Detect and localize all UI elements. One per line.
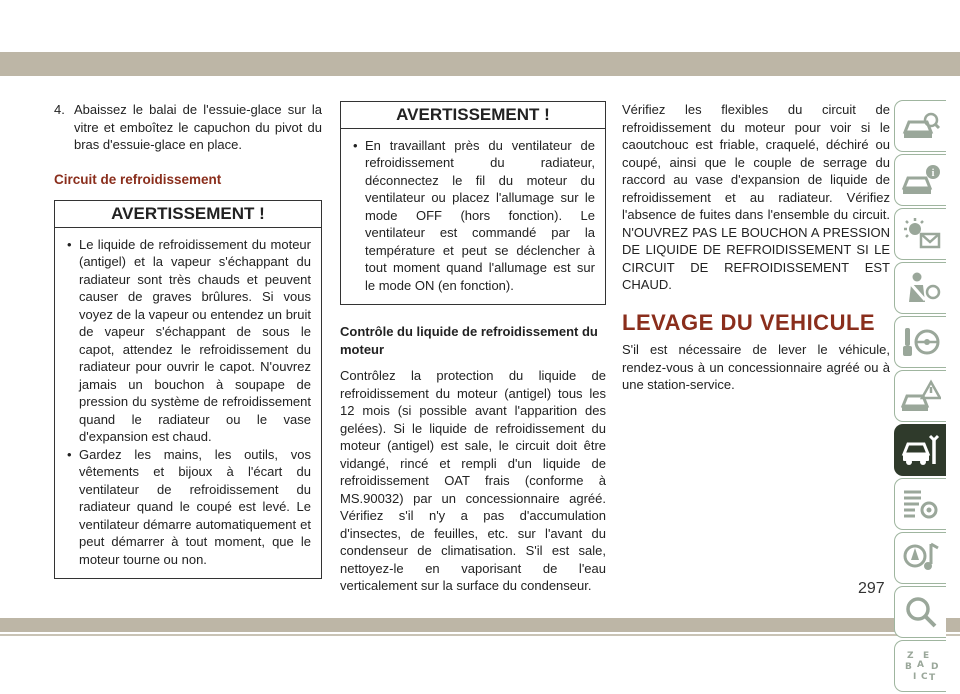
column-3 [622, 101, 890, 394]
svg-text:i: i [931, 168, 934, 179]
search-icon[interactable] [894, 586, 946, 638]
warning-item: • En travaillant près du ventilateur de refroidissement du radiateur, déconnectez le fil du moteur du ventilateur ou placez l'allumage sur le mode OFF (hors fonction). Le ventilateur est commandé par la température et peut se déclencher à tout moment quand l'allumage est sur le mode ON (en fonction). [353, 137, 595, 295]
lifting-title: LEVAGE DU VEHICULE [622, 309, 876, 335]
column-2 [340, 101, 606, 595]
warning-lights-icon[interactable] [894, 208, 946, 260]
car-search-icon[interactable] [894, 100, 946, 152]
step-4 [54, 101, 322, 154]
step-number: 4. [54, 102, 65, 117]
warning-box-2 [340, 101, 606, 305]
index-az-icon[interactable] [894, 640, 946, 692]
hoses-paragraph: Vérifiez les flexibles du circuit de refroidissement du moteur pour voir si le caoutchouc est friable, craquelé, déchiré ou coupé, ainsi que le couple de serrage du raccord au vase d'expansion de liquide de refroidissement et au radiateur. Vérifiez l'absence de fuites dans l'ensemble du circuit. N'OUVREZ PAS LE BOUCHON A PRESSION DE LIQUIDE DE REFROIDISSEMENT SI LE CIRCUIT DE REFROIDISSEMENT EST CHAUD. [622, 102, 890, 292]
warning-item: • Gardez les mains, les outils, vos vêtements et bijoux à l'écart du ventilateur de refroidissement du radiateur quand le coupé est levé. Le ventilateur démarre automatiquement et peut démarrer à tout moment, que le moteur tourne ou non. [67, 446, 311, 569]
music-nav-icon[interactable] [894, 532, 946, 584]
coolant-check-heading: Contrôle du liquide de refroidissement du moteur [340, 324, 598, 357]
bottom-band [0, 618, 960, 632]
svg-text:C: C [920, 672, 928, 682]
top-band [0, 52, 960, 76]
svg-text:Z: Z [906, 651, 914, 661]
coolant-check-paragraph: Contrôlez la protection du liquide de refroidissement du moteur (antigel) tous les 12 mois (si possible avant l'apparition des gelées). Si le liquide de refroidissement du moteur (antigel) est sale, le circuit doit être vidangé, rincé et rempli d'un liquide de refroidissement OAT frais (conforme à MS.90032) par un concessionnaire agréé. Vérifiez s'il n'y a pas d'accumulation d'insectes, de feuilles, etc. sur l'avant du condenseur de climatisation. S'il est sale, nettoyez-le en vaporisant de l'eau verticalement sur la surface du condenseur. [340, 368, 606, 593]
lifting-paragraph: S'il est nécessaire de lever le véhicule, rendez-vous à un concessionnaire agréé ou à une station-service. [622, 342, 890, 392]
specs-gear-icon[interactable] [894, 478, 946, 530]
car-service-icon[interactable] [894, 424, 946, 476]
car-info-icon[interactable] [894, 154, 946, 206]
chapter-tabs [894, 100, 946, 694]
warning-title: AVERTISSEMENT ! [341, 102, 605, 129]
seatbelt-airbag-icon[interactable] [894, 262, 946, 314]
step-text: Abaissez le balai de l'essuie-glace sur la vitre et emboîtez le capuchon du pivot du bras d'essuie-glace en place. [74, 102, 322, 152]
column-1 [54, 101, 322, 579]
svg-text:D: D [930, 662, 938, 672]
page-number: 297 [858, 580, 885, 597]
cooling-heading: Circuit de refroidissement [54, 171, 222, 187]
warning-box-1 [54, 200, 322, 579]
svg-text:I: I [912, 672, 916, 682]
svg-text:B: B [904, 662, 912, 672]
svg-text:E: E [922, 651, 929, 661]
bottom-rule [0, 634, 960, 636]
svg-text:A: A [916, 660, 924, 670]
warning-title: AVERTISSEMENT ! [55, 201, 321, 228]
hazard-warning-icon[interactable] [894, 370, 946, 422]
svg-text:T: T [928, 673, 935, 683]
warning-item: • Le liquide de refroidissement du moteur (antigel) et la vapeur s'échappant du radiateur sont très chauds et peuvent causer de graves brûlures. Si vous voyez de la vapeur ou entendez un bruit de vapeur s'échappant de sous le capot, attendez le refroidissement du radiateur pour ouvrir le capot. N'ouvrez jamais un bouchon à soupape de pression du système de refroidissement quand le radiateur ou le vase d'expansion est chaud. [67, 236, 311, 446]
steering-wheel-icon[interactable] [894, 316, 946, 368]
